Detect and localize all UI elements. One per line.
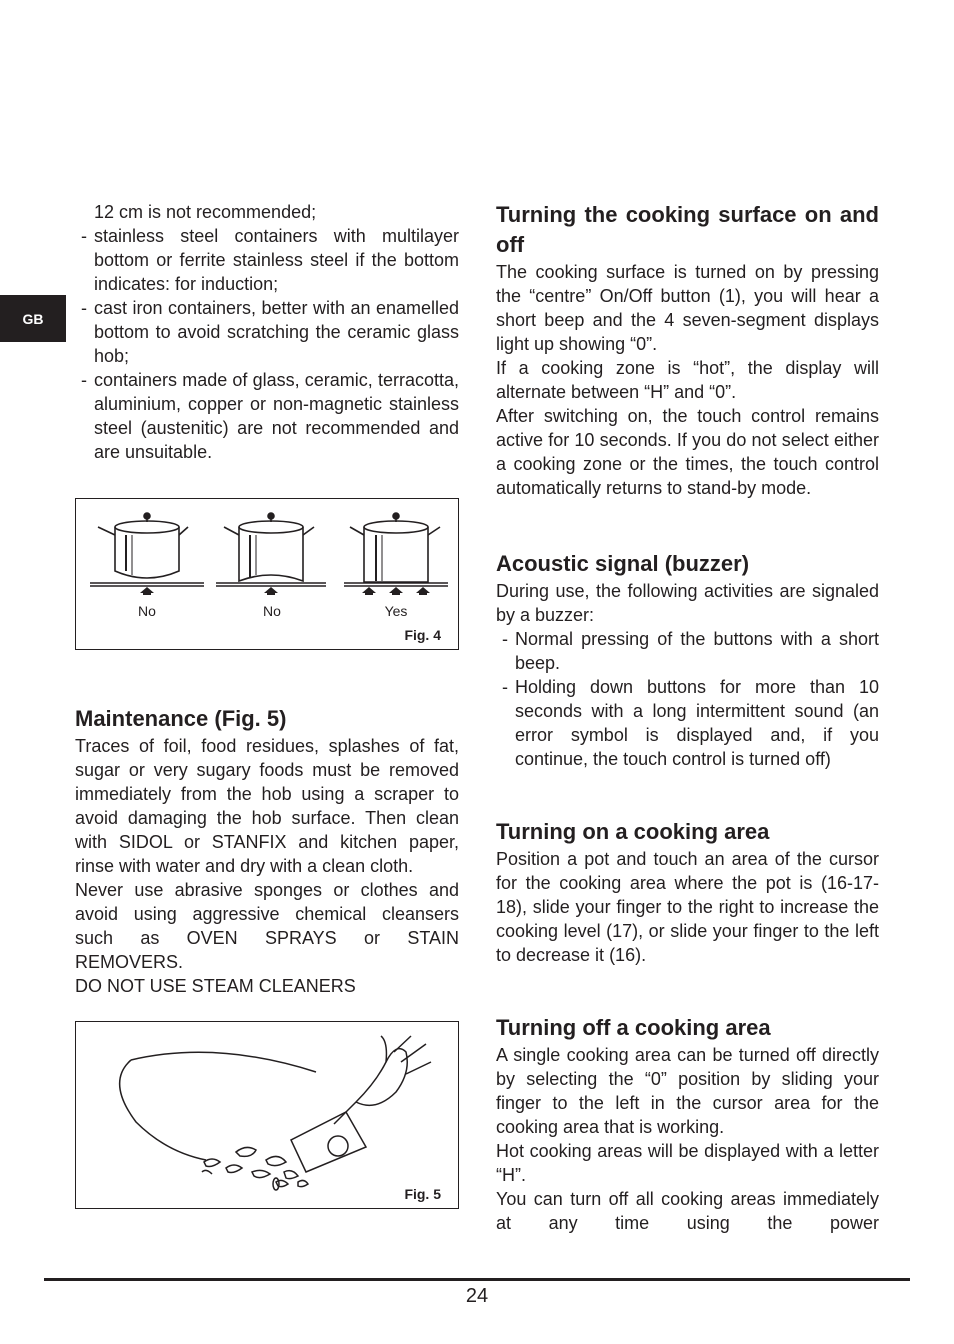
footer-rule — [44, 1278, 910, 1281]
language-tab — [0, 295, 66, 342]
pot-caption-2: No — [263, 603, 281, 619]
page-number: 24 — [465, 1285, 489, 1307]
left-column — [75, 200, 459, 1209]
list-item: - Holding down buttons for more than 10 seconds with a long intermittent sound (an error symbol is displayed and, if you continue, the touch control is turned off) — [496, 675, 879, 771]
turning-off-area-heading: Turning off a cooking area — [496, 1015, 771, 1040]
turning-on-area-paragraph: Position a pot and touch an area of the cursor for the cooking area where the pot is (16-17-18), slide your finger to the right to increase the cooking level (17), or slide your finger to the left to decrease it (16). — [496, 849, 879, 965]
turning-off-area-paragraph: You can turn off all cooking areas immediately at any time using the power — [496, 1189, 879, 1233]
figure-4 — [75, 498, 459, 650]
maintenance-warning: DO NOT USE STEAM CLEANERS — [75, 976, 356, 996]
turning-off-area-paragraph: Hot cooking areas will be displayed with a letter “H”. — [496, 1141, 879, 1185]
maintenance-paragraph: Never use abrasive sponges or clothes and avoid using aggressive chemical cleansers such as OVEN SPRAYS or STAIN REMOVERS. — [75, 880, 459, 972]
right-column — [496, 200, 879, 1235]
turning-on-off-paragraph: The cooking surface is turned on by pressing the “centre” On/Off button (1), you will hear a short beep and the 4 seven-segment displays light up showing “0”. — [496, 262, 879, 354]
hob-edge-curve — [131, 1052, 316, 1072]
hand-outline — [334, 1036, 386, 1124]
acoustic-heading: Acoustic signal (buzzer) — [496, 551, 750, 576]
list-item: - cast iron containers, better with an enamelled bottom to avoid scratching the ceramic glass hob; — [75, 296, 459, 368]
list-continuation: 12 cm is not recommended; — [94, 202, 317, 222]
list-item: - Normal pressing of the buttons with a short beep. — [496, 627, 879, 675]
turning-on-off-paragraph: After switching on, the touch control remains active for 10 seconds. If you do not select either a cooking zone or the times, the touch control automatically returns to stand-by mode. — [496, 406, 879, 498]
figure-5-label: Fig. 5 — [404, 1186, 441, 1202]
turning-on-off-heading: Turning the cooking surface on and off — [496, 202, 879, 257]
language-tab-label: GB — [22, 310, 44, 327]
maintenance-paragraph: Traces of foil, food residues, splashes of fat, sugar or very sugary foods must be removed immediately from the hob using a scraper to avoid damaging the hob surface. Then clean with SIDOL or STANFIX and kitchen paper, rinse with water and dry with a clean cloth. — [75, 736, 459, 876]
pot-bulged-bottom — [90, 513, 204, 586]
acoustic-intro: During use, the following activities are signaled by a buzzer: — [496, 581, 879, 625]
turning-on-off-paragraph: If a cooking zone is “hot”, the display will alternate between “H” and “0”. — [496, 358, 879, 402]
scraper-cleaning-illustration — [76, 1022, 458, 1208]
pot-concave-bottom — [216, 513, 326, 586]
container-list — [75, 224, 459, 464]
maintenance-heading: Maintenance (Fig. 5) — [75, 706, 287, 731]
figure-5 — [75, 1021, 459, 1209]
pot-caption-3: Yes — [384, 603, 408, 619]
pot-caption-1: No — [138, 603, 156, 619]
list-item: - containers made of glass, ceramic, terracotta, aluminium, copper or non-magnetic stainless steel (austenitic) are not recommended and are unsuitable. — [75, 368, 459, 464]
buzzer-list — [496, 627, 879, 771]
pot-flat-bottom — [344, 513, 448, 586]
heat-arrows — [140, 587, 430, 595]
turning-off-area-paragraph: A single cooking area can be turned off directly by selecting the “0” position by sliding your finger to the left in the cursor area for the cooking area that is working. — [496, 1045, 879, 1137]
turning-on-area-heading: Turning on a cooking area — [496, 819, 770, 844]
list-item: - stainless steel containers with multilayer bottom or ferrite stainless steel if the bottom indicates: for induction; — [75, 224, 459, 296]
pots-on-hob-illustration — [76, 499, 458, 649]
figure-4-label: Fig. 4 — [404, 627, 441, 643]
